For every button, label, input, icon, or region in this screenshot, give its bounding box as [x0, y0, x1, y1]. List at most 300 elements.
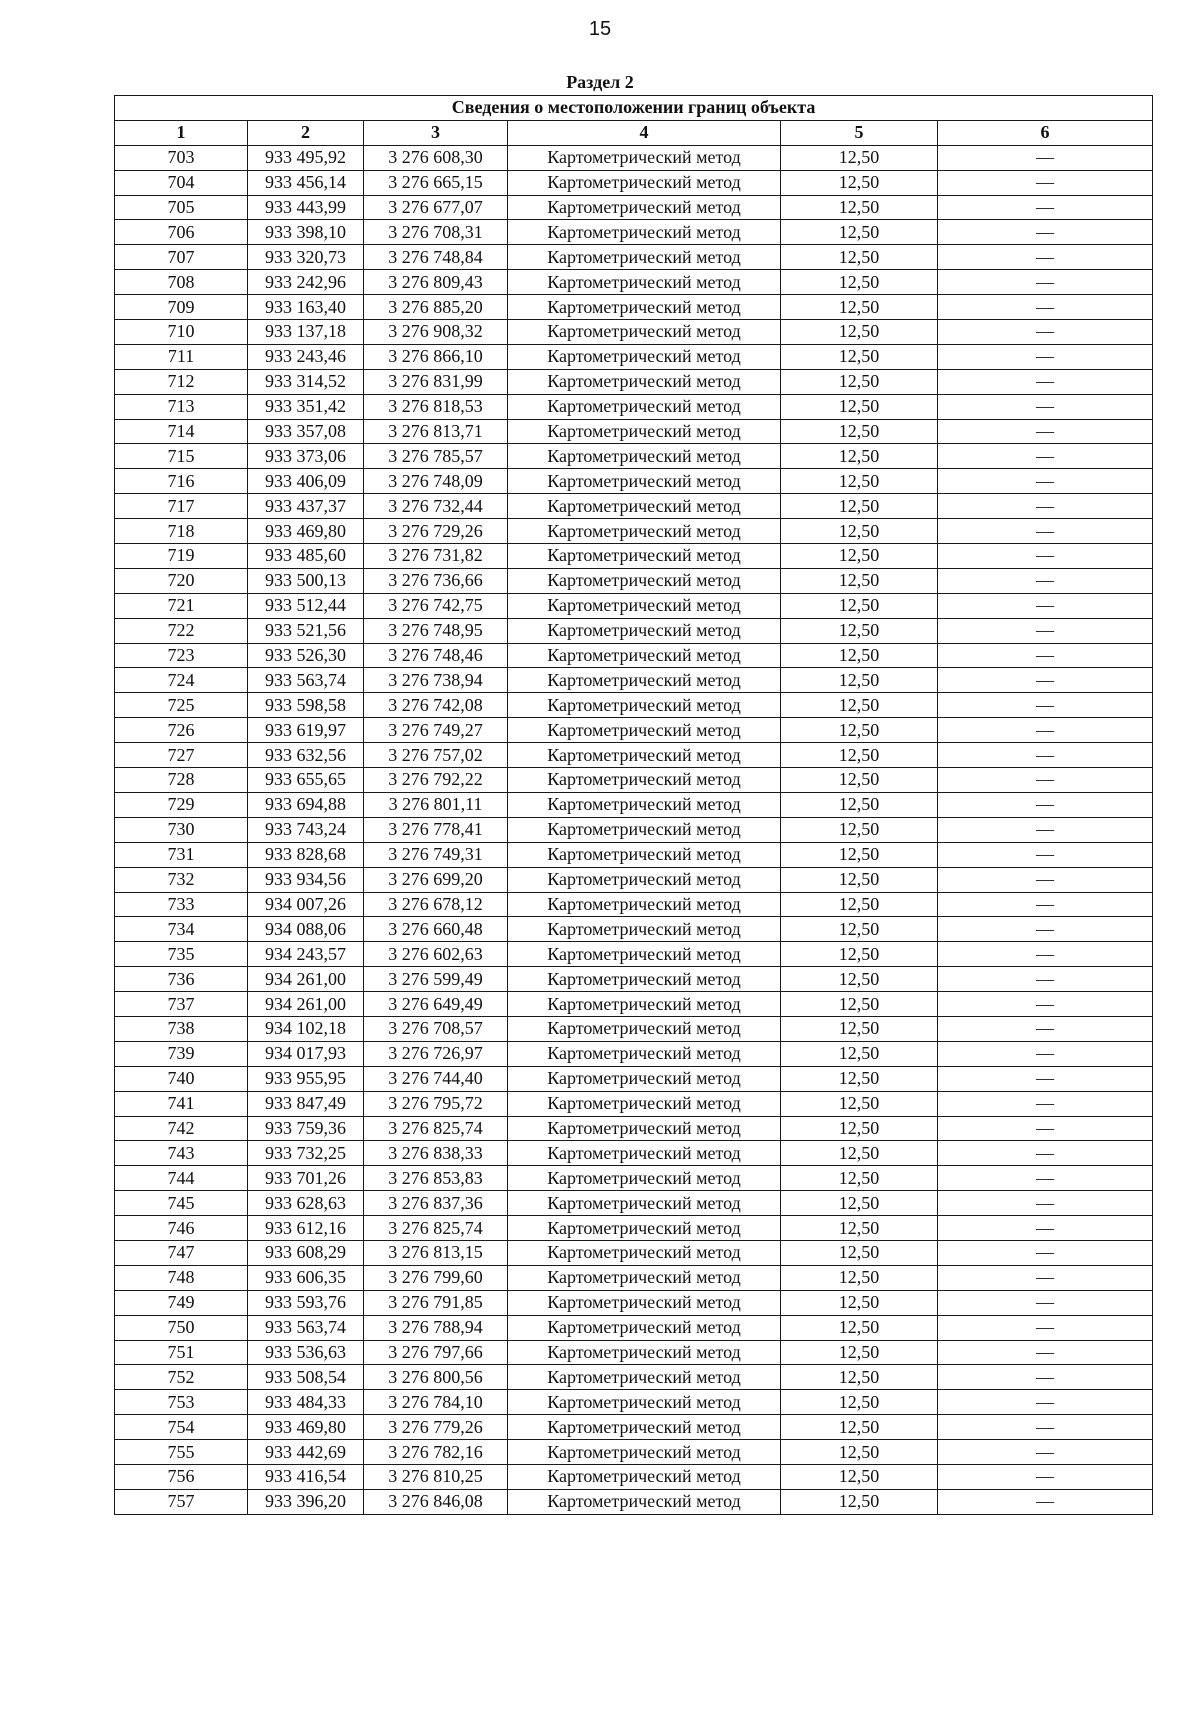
x-coordinate-cell: 933 357,08 — [248, 419, 364, 444]
x-coordinate-cell: 933 655,65 — [248, 768, 364, 793]
y-coordinate-cell: 3 276 788,94 — [364, 1315, 508, 1340]
description-cell: — — [938, 494, 1153, 519]
point-number-cell: 747 — [115, 1240, 248, 1265]
x-coordinate-cell: 933 521,56 — [248, 618, 364, 643]
method-cell: Картометрический метод — [508, 394, 781, 419]
point-number-cell: 752 — [115, 1365, 248, 1390]
point-number-cell: 721 — [115, 593, 248, 618]
accuracy-cell: 12,50 — [781, 494, 938, 519]
method-cell: Картометрический метод — [508, 245, 781, 270]
y-coordinate-cell: 3 276 810,25 — [364, 1464, 508, 1489]
method-cell: Картометрический метод — [508, 1116, 781, 1141]
method-cell: Картометрический метод — [508, 469, 781, 494]
accuracy-cell: 12,50 — [781, 1191, 938, 1216]
y-coordinate-cell: 3 276 792,22 — [364, 768, 508, 793]
table-row — [115, 593, 1153, 618]
x-coordinate-cell: 933 484,33 — [248, 1390, 364, 1415]
description-cell: — — [938, 444, 1153, 469]
table-row — [115, 1066, 1153, 1091]
x-coordinate-cell: 933 485,60 — [248, 544, 364, 569]
point-number-cell: 722 — [115, 618, 248, 643]
accuracy-cell: 12,50 — [781, 892, 938, 917]
method-cell: Картометрический метод — [508, 320, 781, 345]
y-coordinate-cell: 3 276 732,44 — [364, 494, 508, 519]
x-coordinate-cell: 933 598,58 — [248, 693, 364, 718]
method-cell: Картометрический метод — [508, 419, 781, 444]
description-cell: — — [938, 1340, 1153, 1365]
point-number-cell: 756 — [115, 1464, 248, 1489]
accuracy-cell: 12,50 — [781, 1066, 938, 1091]
y-coordinate-cell: 3 276 757,02 — [364, 743, 508, 768]
x-coordinate-cell: 933 512,44 — [248, 593, 364, 618]
table-row — [115, 1265, 1153, 1290]
description-cell: — — [938, 917, 1153, 942]
x-coordinate-cell: 933 437,37 — [248, 494, 364, 519]
y-coordinate-cell: 3 276 748,84 — [364, 245, 508, 270]
table-row — [115, 195, 1153, 220]
y-coordinate-cell: 3 276 665,15 — [364, 170, 508, 195]
accuracy-cell: 12,50 — [781, 1315, 938, 1340]
column-header: 6 — [938, 120, 1153, 145]
description-cell: — — [938, 195, 1153, 220]
x-coordinate-cell: 933 416,54 — [248, 1464, 364, 1489]
y-coordinate-cell: 3 276 649,49 — [364, 992, 508, 1017]
table-row — [115, 1166, 1153, 1191]
description-cell: — — [938, 743, 1153, 768]
y-coordinate-cell: 3 276 801,11 — [364, 792, 508, 817]
point-number-cell: 738 — [115, 1016, 248, 1041]
table-row — [115, 1365, 1153, 1390]
y-coordinate-cell: 3 276 726,97 — [364, 1041, 508, 1066]
point-number-cell: 741 — [115, 1091, 248, 1116]
y-coordinate-cell: 3 276 846,08 — [364, 1489, 508, 1514]
y-coordinate-cell: 3 276 800,56 — [364, 1365, 508, 1390]
accuracy-cell: 12,50 — [781, 394, 938, 419]
table-row — [115, 444, 1153, 469]
table-row — [115, 668, 1153, 693]
method-cell: Картометрический метод — [508, 195, 781, 220]
method-cell: Картометрический метод — [508, 1415, 781, 1440]
method-cell: Картометрический метод — [508, 1240, 781, 1265]
description-cell: — — [938, 892, 1153, 917]
point-number-cell: 711 — [115, 344, 248, 369]
table-row — [115, 967, 1153, 992]
x-coordinate-cell: 933 759,36 — [248, 1116, 364, 1141]
accuracy-cell: 12,50 — [781, 1290, 938, 1315]
x-coordinate-cell: 933 163,40 — [248, 295, 364, 320]
point-number-cell: 709 — [115, 295, 248, 320]
accuracy-cell: 12,50 — [781, 768, 938, 793]
table-row — [115, 643, 1153, 668]
table-row — [115, 568, 1153, 593]
accuracy-cell: 12,50 — [781, 295, 938, 320]
point-number-cell: 735 — [115, 942, 248, 967]
table-row — [115, 170, 1153, 195]
table-row — [115, 718, 1153, 743]
description-cell: — — [938, 942, 1153, 967]
method-cell: Картометрический метод — [508, 544, 781, 569]
accuracy-cell: 12,50 — [781, 743, 938, 768]
point-number-cell: 714 — [115, 419, 248, 444]
y-coordinate-cell: 3 276 908,32 — [364, 320, 508, 345]
point-number-cell: 744 — [115, 1166, 248, 1191]
x-coordinate-cell: 933 495,92 — [248, 145, 364, 170]
accuracy-cell: 12,50 — [781, 668, 938, 693]
y-coordinate-cell: 3 276 738,94 — [364, 668, 508, 693]
accuracy-cell: 12,50 — [781, 593, 938, 618]
accuracy-cell: 12,50 — [781, 967, 938, 992]
table-row — [115, 344, 1153, 369]
description-cell: — — [938, 419, 1153, 444]
point-number-cell: 727 — [115, 743, 248, 768]
description-cell: — — [938, 593, 1153, 618]
x-coordinate-cell: 933 373,06 — [248, 444, 364, 469]
point-number-cell: 718 — [115, 519, 248, 544]
method-cell: Картометрический метод — [508, 369, 781, 394]
x-coordinate-cell: 933 406,09 — [248, 469, 364, 494]
accuracy-cell: 12,50 — [781, 1265, 938, 1290]
method-cell: Картометрический метод — [508, 1290, 781, 1315]
x-coordinate-cell: 933 743,24 — [248, 817, 364, 842]
x-coordinate-cell: 933 934,56 — [248, 867, 364, 892]
description-cell: — — [938, 1365, 1153, 1390]
x-coordinate-cell: 933 456,14 — [248, 170, 364, 195]
description-cell: — — [938, 295, 1153, 320]
column-header: 4 — [508, 120, 781, 145]
accuracy-cell: 12,50 — [781, 1415, 938, 1440]
x-coordinate-cell: 933 314,52 — [248, 369, 364, 394]
accuracy-cell: 12,50 — [781, 245, 938, 270]
column-header-row — [115, 120, 1153, 145]
point-number-cell: 745 — [115, 1191, 248, 1216]
method-cell: Картометрический метод — [508, 1390, 781, 1415]
point-number-cell: 757 — [115, 1489, 248, 1514]
method-cell: Картометрический метод — [508, 1365, 781, 1390]
x-coordinate-cell: 933 442,69 — [248, 1440, 364, 1465]
table-caption: Сведения о местоположении границ объекта — [115, 96, 1153, 121]
y-coordinate-cell: 3 276 748,46 — [364, 643, 508, 668]
table-row — [115, 1116, 1153, 1141]
x-coordinate-cell: 933 536,63 — [248, 1340, 364, 1365]
description-cell: — — [938, 145, 1153, 170]
method-cell: Картометрический метод — [508, 1489, 781, 1514]
method-cell: Картометрический метод — [508, 718, 781, 743]
table-body — [115, 145, 1153, 1514]
description-cell: — — [938, 693, 1153, 718]
description-cell: — — [938, 1091, 1153, 1116]
accuracy-cell: 12,50 — [781, 693, 938, 718]
description-cell: — — [938, 369, 1153, 394]
accuracy-cell: 12,50 — [781, 1216, 938, 1241]
method-cell: Картометрический метод — [508, 295, 781, 320]
description-cell: — — [938, 320, 1153, 345]
x-coordinate-cell: 933 612,16 — [248, 1216, 364, 1241]
x-coordinate-cell: 933 443,99 — [248, 195, 364, 220]
accuracy-cell: 12,50 — [781, 344, 938, 369]
method-cell: Картометрический метод — [508, 593, 781, 618]
y-coordinate-cell: 3 276 779,26 — [364, 1415, 508, 1440]
accuracy-cell: 12,50 — [781, 444, 938, 469]
y-coordinate-cell: 3 276 778,41 — [364, 817, 508, 842]
point-number-cell: 706 — [115, 220, 248, 245]
accuracy-cell: 12,50 — [781, 917, 938, 942]
table-row — [115, 1290, 1153, 1315]
accuracy-cell: 12,50 — [781, 1489, 938, 1514]
point-number-cell: 716 — [115, 469, 248, 494]
point-number-cell: 748 — [115, 1265, 248, 1290]
description-cell: — — [938, 1166, 1153, 1191]
method-cell: Картометрический метод — [508, 1041, 781, 1066]
method-cell: Картометрический метод — [508, 1141, 781, 1166]
description-cell: — — [938, 668, 1153, 693]
method-cell: Картометрический метод — [508, 1216, 781, 1241]
description-cell: — — [938, 792, 1153, 817]
point-number-cell: 751 — [115, 1340, 248, 1365]
point-number-cell: 713 — [115, 394, 248, 419]
column-header: 5 — [781, 120, 938, 145]
method-cell: Картометрический метод — [508, 693, 781, 718]
table-row — [115, 1191, 1153, 1216]
point-number-cell: 708 — [115, 270, 248, 295]
table-row — [115, 544, 1153, 569]
method-cell: Картометрический метод — [508, 344, 781, 369]
method-cell: Картометрический метод — [508, 743, 781, 768]
x-coordinate-cell: 933 242,96 — [248, 270, 364, 295]
table-row — [115, 1240, 1153, 1265]
description-cell: — — [938, 842, 1153, 867]
point-number-cell: 715 — [115, 444, 248, 469]
accuracy-cell: 12,50 — [781, 1016, 938, 1041]
point-number-cell: 733 — [115, 892, 248, 917]
accuracy-cell: 12,50 — [781, 1141, 938, 1166]
method-cell: Картометрический метод — [508, 1464, 781, 1489]
description-cell: — — [938, 245, 1153, 270]
description-cell: — — [938, 1240, 1153, 1265]
x-coordinate-cell: 933 619,97 — [248, 718, 364, 743]
table-row — [115, 618, 1153, 643]
point-number-cell: 737 — [115, 992, 248, 1017]
y-coordinate-cell: 3 276 838,33 — [364, 1141, 508, 1166]
point-number-cell: 730 — [115, 817, 248, 842]
x-coordinate-cell: 933 606,35 — [248, 1265, 364, 1290]
accuracy-cell: 12,50 — [781, 992, 938, 1017]
y-coordinate-cell: 3 276 742,75 — [364, 593, 508, 618]
accuracy-cell: 12,50 — [781, 817, 938, 842]
point-number-cell: 729 — [115, 792, 248, 817]
y-coordinate-cell: 3 276 731,82 — [364, 544, 508, 569]
accuracy-cell: 12,50 — [781, 270, 938, 295]
description-cell: — — [938, 1041, 1153, 1066]
table-row — [115, 1390, 1153, 1415]
x-coordinate-cell: 933 593,76 — [248, 1290, 364, 1315]
y-coordinate-cell: 3 276 602,63 — [364, 942, 508, 967]
point-number-cell: 725 — [115, 693, 248, 718]
y-coordinate-cell: 3 276 825,74 — [364, 1216, 508, 1241]
method-cell: Картометрический метод — [508, 568, 781, 593]
description-cell: — — [938, 1265, 1153, 1290]
x-coordinate-cell: 933 320,73 — [248, 245, 364, 270]
y-coordinate-cell: 3 276 749,31 — [364, 842, 508, 867]
description-cell: — — [938, 1116, 1153, 1141]
point-number-cell: 755 — [115, 1440, 248, 1465]
x-coordinate-cell: 933 563,74 — [248, 668, 364, 693]
x-coordinate-cell: 933 243,46 — [248, 344, 364, 369]
accuracy-cell: 12,50 — [781, 544, 938, 569]
point-number-cell: 724 — [115, 668, 248, 693]
description-cell: — — [938, 568, 1153, 593]
y-coordinate-cell: 3 276 831,99 — [364, 369, 508, 394]
method-cell: Картометрический метод — [508, 270, 781, 295]
x-coordinate-cell: 933 847,49 — [248, 1091, 364, 1116]
table-row — [115, 892, 1153, 917]
description-cell: — — [938, 618, 1153, 643]
point-number-cell: 717 — [115, 494, 248, 519]
y-coordinate-cell: 3 276 813,71 — [364, 419, 508, 444]
table-row — [115, 1315, 1153, 1340]
y-coordinate-cell: 3 276 677,07 — [364, 195, 508, 220]
table-row — [115, 768, 1153, 793]
description-cell: — — [938, 967, 1153, 992]
accuracy-cell: 12,50 — [781, 792, 938, 817]
y-coordinate-cell: 3 276 599,49 — [364, 967, 508, 992]
table-row — [115, 792, 1153, 817]
table-row — [115, 394, 1153, 419]
method-cell: Картометрический метод — [508, 1191, 781, 1216]
method-cell: Картометрический метод — [508, 768, 781, 793]
description-cell: — — [938, 817, 1153, 842]
method-cell: Картометрический метод — [508, 892, 781, 917]
y-coordinate-cell: 3 276 799,60 — [364, 1265, 508, 1290]
x-coordinate-cell: 933 396,20 — [248, 1489, 364, 1514]
y-coordinate-cell: 3 276 813,15 — [364, 1240, 508, 1265]
table-row — [115, 220, 1153, 245]
method-cell: Картометрический метод — [508, 145, 781, 170]
method-cell: Картометрический метод — [508, 643, 781, 668]
table-row — [115, 817, 1153, 842]
accuracy-cell: 12,50 — [781, 842, 938, 867]
accuracy-cell: 12,50 — [781, 1440, 938, 1465]
x-coordinate-cell: 933 628,63 — [248, 1191, 364, 1216]
y-coordinate-cell: 3 276 729,26 — [364, 519, 508, 544]
accuracy-cell: 12,50 — [781, 170, 938, 195]
method-cell: Картометрический метод — [508, 1016, 781, 1041]
point-number-cell: 712 — [115, 369, 248, 394]
x-coordinate-cell: 933 351,42 — [248, 394, 364, 419]
description-cell: — — [938, 1290, 1153, 1315]
page-number: 15 — [588, 18, 612, 40]
method-cell: Картометрический метод — [508, 519, 781, 544]
accuracy-cell: 12,50 — [781, 1390, 938, 1415]
y-coordinate-cell: 3 276 660,48 — [364, 917, 508, 942]
description-cell: — — [938, 1464, 1153, 1489]
y-coordinate-cell: 3 276 885,20 — [364, 295, 508, 320]
accuracy-cell: 12,50 — [781, 942, 938, 967]
method-cell: Картометрический метод — [508, 1340, 781, 1365]
y-coordinate-cell: 3 276 809,43 — [364, 270, 508, 295]
table-row — [115, 1041, 1153, 1066]
x-coordinate-cell: 933 398,10 — [248, 220, 364, 245]
x-coordinate-cell: 933 828,68 — [248, 842, 364, 867]
y-coordinate-cell: 3 276 784,10 — [364, 1390, 508, 1415]
x-coordinate-cell: 934 007,26 — [248, 892, 364, 917]
x-coordinate-cell: 933 608,29 — [248, 1240, 364, 1265]
y-coordinate-cell: 3 276 678,12 — [364, 892, 508, 917]
method-cell: Картометрический метод — [508, 867, 781, 892]
table-row — [115, 295, 1153, 320]
point-number-cell: 734 — [115, 917, 248, 942]
point-number-cell: 728 — [115, 768, 248, 793]
y-coordinate-cell: 3 276 825,74 — [364, 1116, 508, 1141]
description-cell: — — [938, 469, 1153, 494]
description-cell: — — [938, 270, 1153, 295]
table-row — [115, 867, 1153, 892]
y-coordinate-cell: 3 276 818,53 — [364, 394, 508, 419]
y-coordinate-cell: 3 276 744,40 — [364, 1066, 508, 1091]
y-coordinate-cell: 3 276 782,16 — [364, 1440, 508, 1465]
accuracy-cell: 12,50 — [781, 568, 938, 593]
y-coordinate-cell: 3 276 699,20 — [364, 867, 508, 892]
description-cell: — — [938, 1141, 1153, 1166]
accuracy-cell: 12,50 — [781, 519, 938, 544]
method-cell: Картометрический метод — [508, 618, 781, 643]
table-row — [115, 245, 1153, 270]
table-row — [115, 469, 1153, 494]
x-coordinate-cell: 934 261,00 — [248, 967, 364, 992]
y-coordinate-cell: 3 276 837,36 — [364, 1191, 508, 1216]
x-coordinate-cell: 934 261,00 — [248, 992, 364, 1017]
method-cell: Картометрический метод — [508, 1315, 781, 1340]
x-coordinate-cell: 933 508,54 — [248, 1365, 364, 1390]
point-number-cell: 707 — [115, 245, 248, 270]
table-row — [115, 693, 1153, 718]
x-coordinate-cell: 933 500,13 — [248, 568, 364, 593]
method-cell: Картометрический метод — [508, 917, 781, 942]
description-cell: — — [938, 519, 1153, 544]
table-row — [115, 1091, 1153, 1116]
accuracy-cell: 12,50 — [781, 419, 938, 444]
method-cell: Картометрический метод — [508, 992, 781, 1017]
method-cell: Картометрический метод — [508, 1440, 781, 1465]
description-cell: — — [938, 992, 1153, 1017]
accuracy-cell: 12,50 — [781, 469, 938, 494]
y-coordinate-cell: 3 276 866,10 — [364, 344, 508, 369]
table-row — [115, 320, 1153, 345]
x-coordinate-cell: 933 526,30 — [248, 643, 364, 668]
accuracy-cell: 12,50 — [781, 1116, 938, 1141]
x-coordinate-cell: 933 955,95 — [248, 1066, 364, 1091]
y-coordinate-cell: 3 276 708,57 — [364, 1016, 508, 1041]
table-row — [115, 519, 1153, 544]
accuracy-cell: 12,50 — [781, 1340, 938, 1365]
accuracy-cell: 12,50 — [781, 195, 938, 220]
y-coordinate-cell: 3 276 736,66 — [364, 568, 508, 593]
point-number-cell: 736 — [115, 967, 248, 992]
point-number-cell: 719 — [115, 544, 248, 569]
accuracy-cell: 12,50 — [781, 718, 938, 743]
y-coordinate-cell: 3 276 785,57 — [364, 444, 508, 469]
x-coordinate-cell: 934 102,18 — [248, 1016, 364, 1041]
table-row — [115, 1415, 1153, 1440]
method-cell: Картометрический метод — [508, 668, 781, 693]
y-coordinate-cell: 3 276 708,31 — [364, 220, 508, 245]
x-coordinate-cell: 934 017,93 — [248, 1041, 364, 1066]
description-cell: — — [938, 1489, 1153, 1514]
point-number-cell: 754 — [115, 1415, 248, 1440]
description-cell: — — [938, 1390, 1153, 1415]
table-row — [115, 992, 1153, 1017]
point-number-cell: 703 — [115, 145, 248, 170]
accuracy-cell: 12,50 — [781, 369, 938, 394]
